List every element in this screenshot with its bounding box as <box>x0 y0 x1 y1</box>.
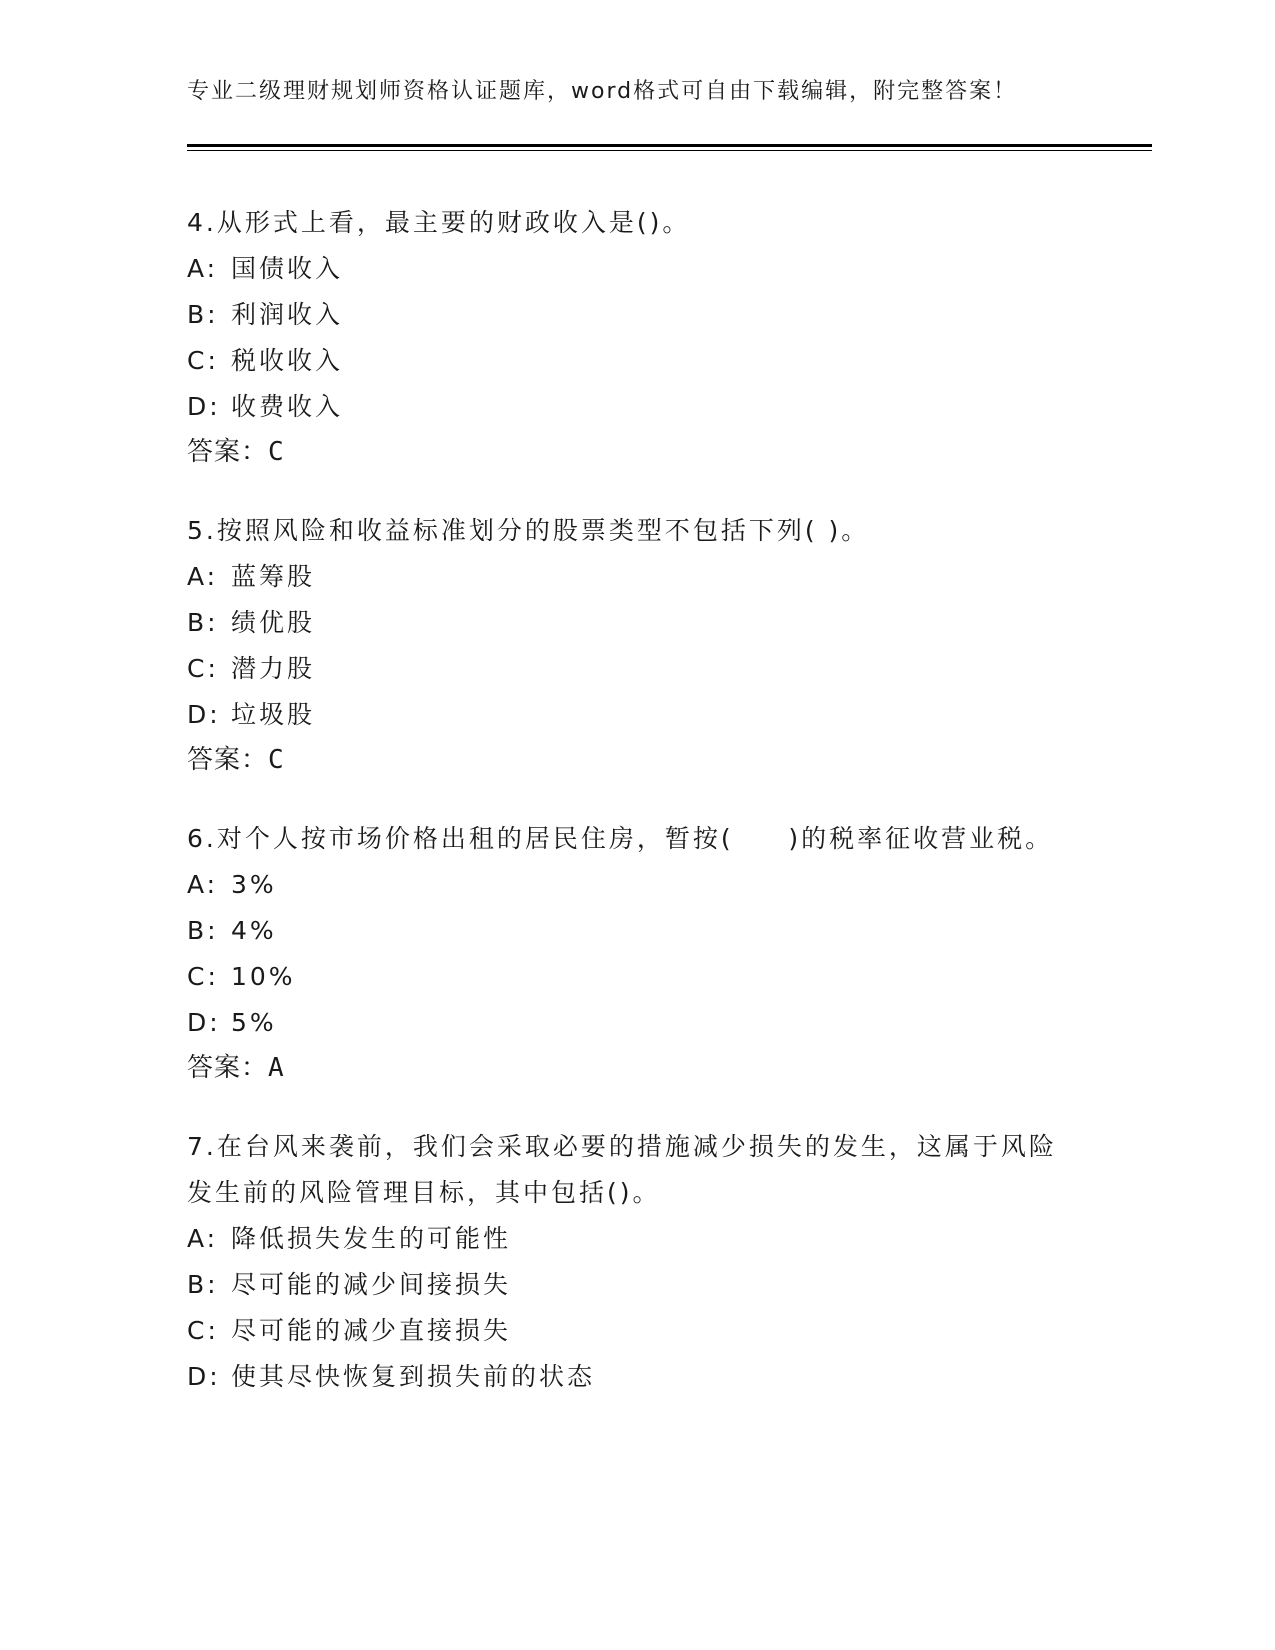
option-text: 税收收入 <box>231 346 344 375</box>
option-c <box>187 646 1067 692</box>
answer-value: A <box>268 1053 285 1083</box>
question-text: 5.按照风险和收益标准划分的股票类型不包括下列( )。 <box>187 516 870 545</box>
option-key: B: <box>187 1270 219 1299</box>
option-text: 尽可能的减少间接损失 <box>231 1270 512 1299</box>
option-b <box>187 292 1067 338</box>
option-key: C: <box>187 1316 219 1345</box>
option-text: 绩优股 <box>231 608 316 637</box>
answer-line <box>187 430 1067 474</box>
option-text: 5% <box>231 1008 277 1037</box>
option-a <box>187 554 1067 600</box>
option-key: D: <box>187 1362 221 1391</box>
option-d <box>187 384 1067 430</box>
option-key: C: <box>187 346 219 375</box>
answer-label: 答案： <box>187 1053 269 1083</box>
option-text: 10% <box>231 962 296 991</box>
option-b <box>187 600 1067 646</box>
answer-value: C <box>268 745 285 775</box>
header-rule-thin <box>187 150 1152 151</box>
question-4 <box>187 200 1067 474</box>
question-text: 4.从形式上看，最主要的财政收入是()。 <box>187 208 691 237</box>
option-text: 使其尽快恢复到损失前的状态 <box>231 1362 596 1391</box>
question-5 <box>187 508 1067 782</box>
option-text: 降低损失发生的可能性 <box>231 1224 512 1253</box>
option-key: A: <box>187 562 219 591</box>
option-text: 4% <box>231 916 277 945</box>
option-d <box>187 1000 1067 1046</box>
option-c <box>187 1308 1067 1354</box>
question-7 <box>187 1124 1067 1400</box>
option-key: B: <box>187 608 219 637</box>
option-c <box>187 954 1067 1000</box>
answer-value: C <box>268 437 285 467</box>
option-text: 3% <box>231 870 277 899</box>
option-key: A: <box>187 870 219 899</box>
option-d <box>187 1354 1067 1400</box>
option-text: 潜力股 <box>231 654 316 683</box>
question-list <box>187 200 1067 1434</box>
option-text: 利润收入 <box>231 300 344 329</box>
option-text: 垃圾股 <box>231 700 316 729</box>
option-key: C: <box>187 962 219 991</box>
option-text: 收费收入 <box>231 392 344 421</box>
page-header: 专业二级理财规划师资格认证题库，word格式可自由下载编辑，附完整答案！ <box>187 79 1018 104</box>
question-6 <box>187 816 1067 1090</box>
header-rule-thick <box>187 144 1152 147</box>
option-text: 尽可能的减少直接损失 <box>231 1316 512 1345</box>
option-text: 蓝筹股 <box>231 562 316 591</box>
option-key: B: <box>187 916 219 945</box>
option-b <box>187 1262 1067 1308</box>
option-key: B: <box>187 300 219 329</box>
option-key: D: <box>187 392 221 421</box>
option-key: A: <box>187 254 219 283</box>
option-text: 国债收入 <box>231 254 344 283</box>
option-key: C: <box>187 654 219 683</box>
option-a <box>187 1216 1067 1262</box>
answer-label: 答案： <box>187 437 269 467</box>
question-text: 7.在台风来袭前，我们会采取必要的措施减少损失的发生，这属于风险发生前的风险管理目标，其中包括()。 <box>187 1132 1057 1207</box>
option-key: D: <box>187 1008 221 1037</box>
answer-line <box>187 738 1067 782</box>
option-c <box>187 338 1067 384</box>
option-d <box>187 692 1067 738</box>
option-key: D: <box>187 700 221 729</box>
answer-label: 答案： <box>187 745 269 775</box>
option-b <box>187 908 1067 954</box>
question-text: 6.对个人按市场价格出租的居民住房，暂按( )的税率征收营业税。 <box>187 824 1054 853</box>
answer-line <box>187 1046 1067 1090</box>
option-a <box>187 246 1067 292</box>
option-key: A: <box>187 1224 219 1253</box>
option-a <box>187 862 1067 908</box>
